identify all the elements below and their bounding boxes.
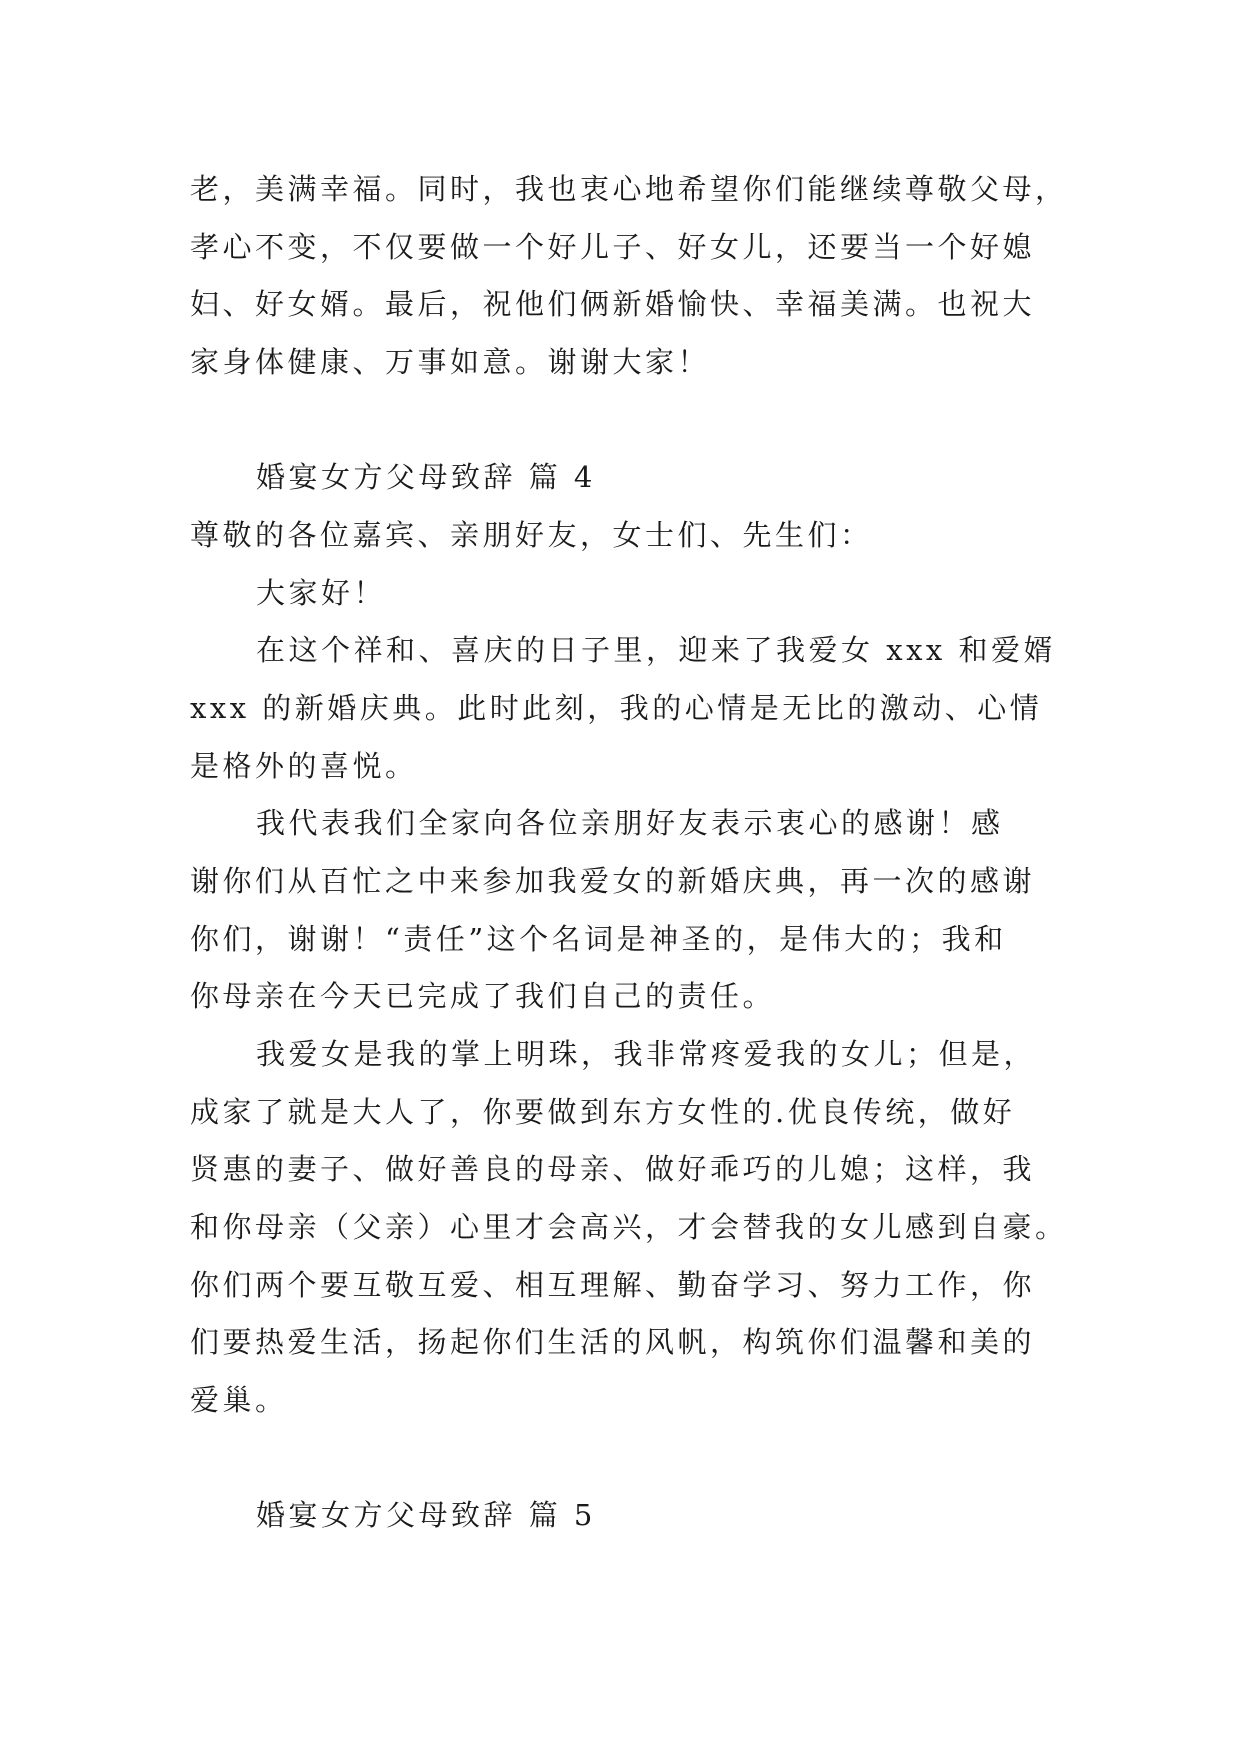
- paragraph-line: 老，美满幸福。同时，我也衷心地希望你们能继续尊敬父母，: [190, 172, 1068, 206]
- section-heading-5: 婚宴女方父母致辞 篇 5: [256, 1498, 596, 1532]
- paragraph-line: xxx 的新婚庆典。此时此刻，我的心情是无比的激动、心情: [190, 691, 1043, 725]
- paragraph-line: 我爱女是我的掌上明珠，我非常疼爱我的女儿；但是，: [256, 1037, 1037, 1071]
- paragraph-line: 和你母亲（父亲）心里才会高兴，才会替我的女儿感到自豪。: [190, 1210, 1068, 1244]
- paragraph-line: 在这个祥和、喜庆的日子里，迎来了我爱女 xxx 和爱婿: [256, 633, 1057, 667]
- paragraph-line: 爱巢。: [190, 1383, 288, 1417]
- paragraph-line: 家身体健康、万事如意。谢谢大家！: [190, 345, 711, 379]
- section-heading-4: 婚宴女方父母致辞 篇 4: [256, 460, 596, 494]
- paragraph-line: 你母亲在今天已完成了我们自己的责任。: [190, 979, 776, 1013]
- paragraph-line: 是格外的喜悦。: [190, 749, 418, 783]
- salutation-line: 尊敬的各位嘉宾、亲朋好友，女士们、先生们：: [190, 518, 873, 552]
- paragraph-line: 贤惠的妻子、做好善良的母亲、做好乖巧的儿媳；这样，我: [190, 1152, 1036, 1186]
- paragraph-line: 谢你们从百忙之中来参加我爱女的新婚庆典，再一次的感谢: [190, 864, 1036, 898]
- paragraph-line: 妇、好女婿。最后，祝他们俩新婚愉快、幸福美满。也祝大: [190, 287, 1036, 321]
- paragraph-line: 你们两个要互敬互爱、相互理解、勤奋学习、努力工作，你: [190, 1268, 1036, 1302]
- paragraph-line: 孝心不变，不仅要做一个好儿子、好女儿，还要当一个好媳: [190, 230, 1036, 264]
- paragraph-line: 我代表我们全家向各位亲朋好友表示衷心的感谢！感: [256, 806, 1004, 840]
- paragraph-line: 们要热爱生活，扬起你们生活的风帆，构筑你们温馨和美的: [190, 1325, 1036, 1359]
- paragraph-line: 你们，谢谢！“责任”这个名词是神圣的，是伟大的；我和: [190, 922, 1007, 956]
- paragraph-line: 成家了就是大人了，你要做到东方女性的.优良传统，做好: [190, 1095, 1016, 1129]
- greeting-line: 大家好！: [256, 576, 387, 610]
